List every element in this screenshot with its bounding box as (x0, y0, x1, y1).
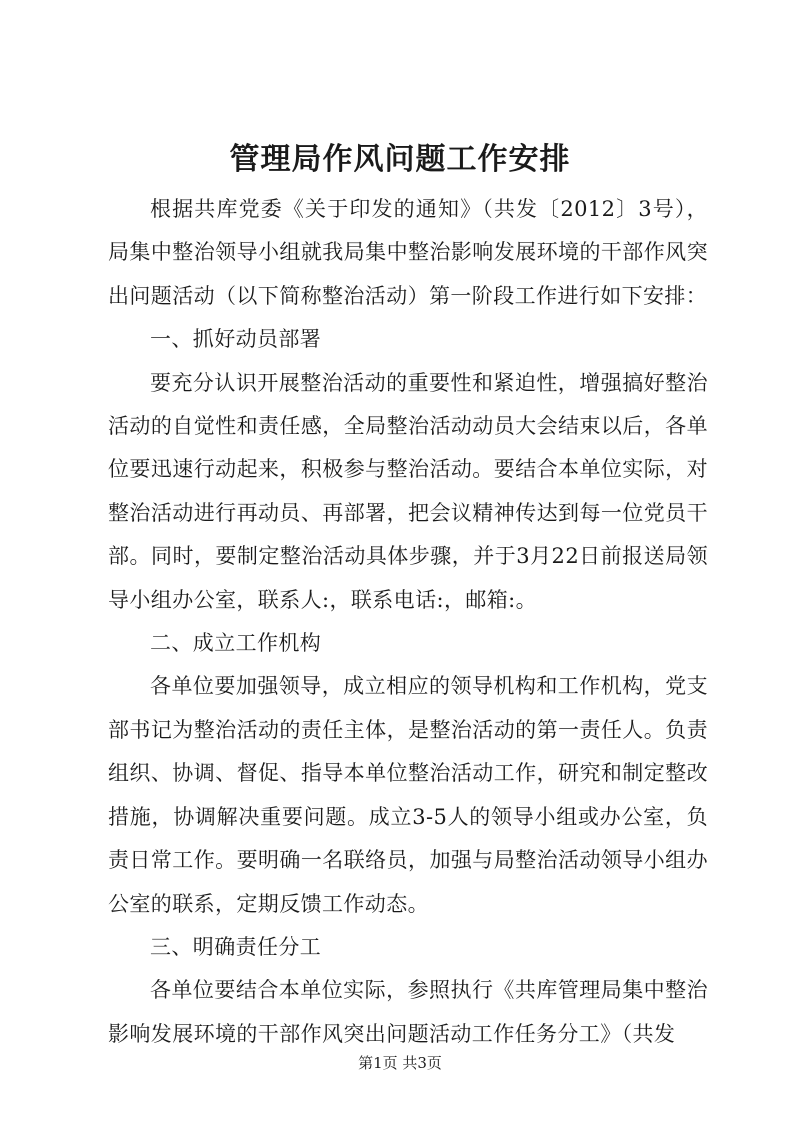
document-body (108, 188, 708, 1056)
section-paragraph-mobilization: 要充分认识开展整治活动的重要性和紧迫性，增强搞好整治活动的自觉性和责任感，全局整治活动动员大会结束以后，各单位要迅速行动起来，积极参与整治活动。要结合本单位实际，对整治活动进行再动员、再部署，把会议精神传达到每一位党员干部。同时，要制定整治活动具体步骤，并于3月22日前报送局领导小组办公室，联系人:，联系电话:，邮箱:。 (108, 370, 708, 612)
section-heading-responsibility: 三、明确责任分工 (150, 934, 322, 959)
document-title: 管理局作风问题工作安排 (229, 142, 571, 177)
intro-paragraph: 根据共库党委《关于印发的通知》（共发〔2012〕3号），局集中整治领导小组就我局集中整治影响发展环境的干部作风突出问题活动（以下简称整治活动）第一阶段工作进行如下安排： (108, 197, 708, 308)
section-heading-organization: 二、成立工作机构 (150, 631, 322, 656)
section-paragraph-organization: 各单位要加强领导，成立相应的领导机构和工作机构，党支部书记为整治活动的责任主体，是整治活动的第一责任人。负责组织、协调、督促、指导本单位整治活动工作，研究和制定整改措施，协调解决重要问题。成立3-5人的领导小组或办公室，负责日常工作。要明确一名联络员，加强与局整治活动领导小组办公室的联系，定期反馈工作动态。 (108, 674, 708, 916)
page-number-footer: 第1页 共3页 (358, 1054, 442, 1072)
section-paragraph-responsibility: 各单位要结合本单位实际，参照执行《共库管理局集中整治影响发展环境的干部作风突出问题活动工作任务分工》（共发 (108, 978, 708, 1046)
section-heading-mobilization: 一、抓好动员部署 (150, 327, 322, 352)
